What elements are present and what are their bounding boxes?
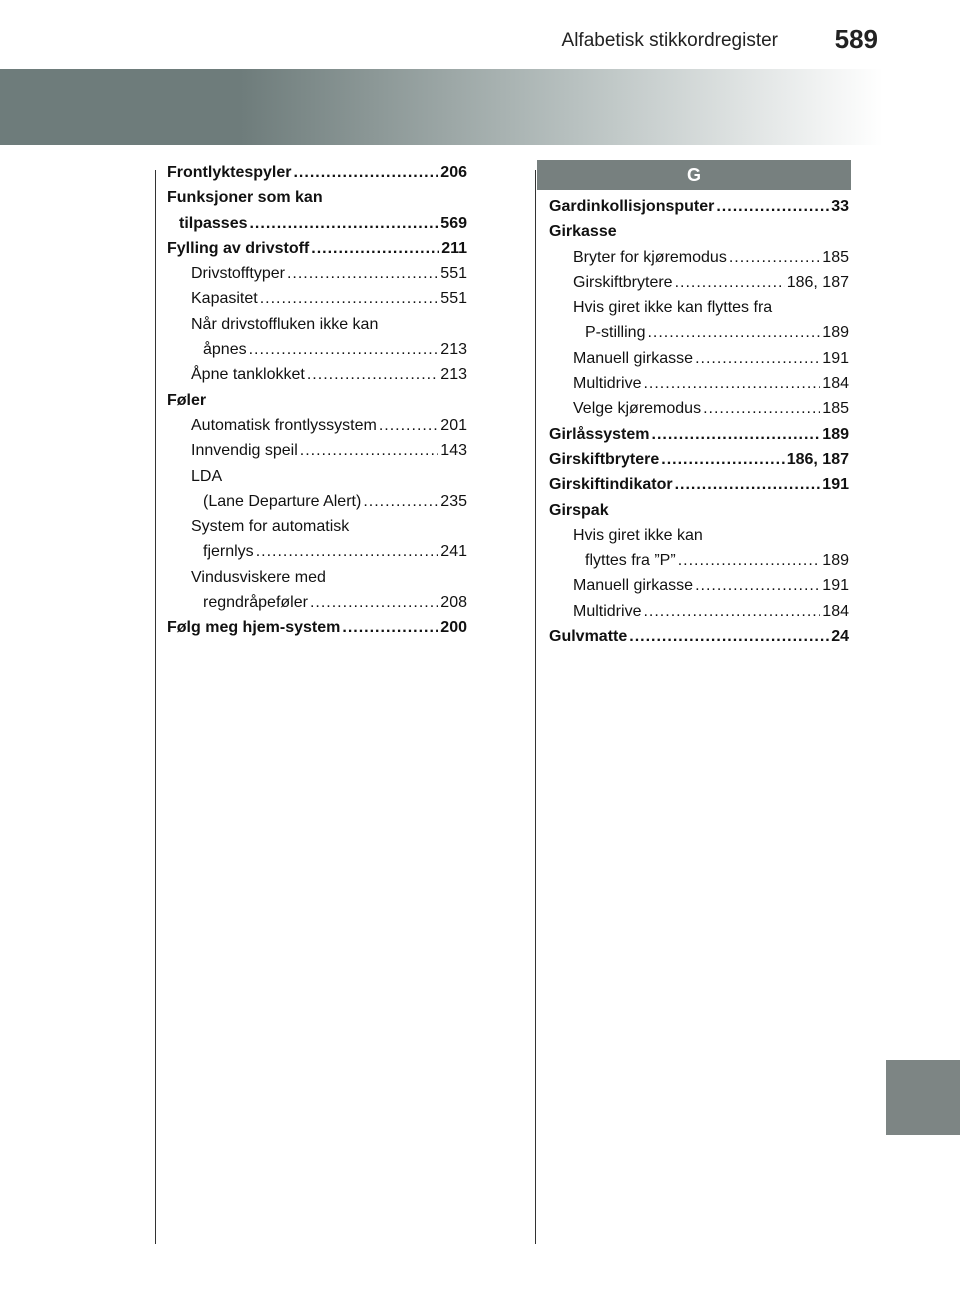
index-entry [167,388,467,413]
leader-dots [256,539,439,564]
index-entry [167,236,467,261]
index-entry [549,472,849,497]
index-entry [167,438,467,463]
index-entry [167,312,467,337]
leader-dots [661,447,784,472]
index-entry [167,261,467,286]
leader-dots [629,624,829,649]
entry-page: 551 [440,265,467,283]
index-entry [167,590,467,615]
index-entry [549,245,849,270]
entry-text: Automatisk frontlyssystem [191,416,377,434]
entry-text: Når drivstoffluken ikke kan [191,315,379,333]
index-entry [167,362,467,387]
entry-page: 569 [440,214,467,232]
leader-dots [300,438,439,463]
entry-page: 206 [440,164,467,181]
index-entry [549,624,849,649]
index-entry [549,219,849,244]
entry-text: Gulvmatte [549,628,628,646]
leader-dots [703,396,820,421]
leader-dots [695,573,820,598]
index-entry [167,565,467,590]
leader-dots [647,320,820,345]
leader-dots [287,261,438,286]
entry-text: Gardinkollisjonsputer [549,198,715,215]
index-entry [167,185,467,210]
entry-text: Kapasitet [191,290,258,308]
leader-dots [678,548,821,573]
entry-page: 33 [831,198,849,215]
entry-text: Girskiftbrytere [573,273,673,291]
index-entry [167,160,467,185]
entry-page: 184 [822,602,849,620]
entry-text: Hvis giret ikke kan flyttes fra [573,299,773,317]
entry-text: Åpne tanklokket [191,366,305,384]
index-entry [549,548,849,573]
index-entry [167,615,467,640]
entry-text: flyttes fra ”P” [585,552,676,570]
leader-dots [675,472,821,497]
leader-dots [311,236,439,261]
leader-dots [363,489,438,514]
index-entry [549,295,849,320]
index-entry [167,539,467,564]
entry-page: 185 [822,248,849,266]
leader-dots [249,211,438,236]
index-entry [549,447,849,472]
entry-text: regndråpeføler [203,594,308,612]
leader-dots [310,590,438,615]
page-number: 589 [834,24,878,54]
index-entry [167,286,467,311]
entry-text: System for automatisk [191,518,350,536]
entry-text: Manuell girkasse [573,349,694,367]
entry-text: P-stilling [585,324,646,342]
entry-page: 184 [822,375,849,393]
index-entry [549,422,849,447]
page-header [0,0,960,66]
entry-page: 208 [440,594,467,612]
entry-text: Hvis giret ikke kan [573,526,703,544]
index-entry [549,498,849,523]
column-divider-left [155,170,156,1244]
leader-dots [652,422,821,447]
index-column-left [167,160,467,641]
leader-dots [379,413,438,438]
entry-text: Frontlyktespyler [167,164,292,181]
entry-text: åpnes [203,341,247,359]
leader-dots [293,160,438,185]
index-entry [549,371,849,396]
entry-text: Girskiftbrytere [549,450,660,468]
entry-page: 186, 187 [786,450,849,468]
index-entry [167,211,467,236]
entry-page: 201 [440,416,467,434]
header-banner [0,69,960,145]
index-entry [549,194,849,219]
entry-page: 191 [822,476,849,494]
leader-dots [643,599,820,624]
index-entry [167,413,467,438]
entry-text: Føler [167,391,207,409]
entry-text: Vindusviskere med [191,568,326,586]
entry-text: Følg meg hjem-system [167,619,341,637]
entry-page: 191 [822,349,849,367]
entry-page: 235 [440,492,467,510]
section-title: Alfabetisk stikkordregister [561,30,778,51]
letter-header: G [537,160,851,190]
entry-text: (Lane Departure Alert) [203,492,362,510]
entry-page: 213 [440,366,467,384]
leader-dots [260,286,439,311]
entry-text: tilpasses [179,214,248,232]
index-side-tab [886,1060,960,1135]
index-entry [549,599,849,624]
index-entry [167,489,467,514]
entry-text: Drivstofftyper [191,265,285,283]
entry-text: Funksjoner som kan [167,189,323,207]
index-entry [549,270,849,295]
leader-dots [695,346,820,371]
entry-text: Fylling av drivstoff [167,239,310,257]
leader-dots [643,371,820,396]
entry-page: 24 [831,628,849,646]
entry-page: 211 [441,239,467,257]
index-entry [549,396,849,421]
entry-text: Girkasse [549,223,617,241]
entry-text: Girlåssystem [549,425,650,443]
entry-text: LDA [191,467,223,485]
entry-page: 551 [440,290,467,308]
entry-text: Velge kjøremodus [573,400,702,418]
entry-text: Girskiftindikator [549,476,673,494]
entry-page: 241 [440,543,467,561]
leader-dots [675,270,785,295]
entry-page: 189 [822,324,849,342]
entry-page: 189 [822,425,849,443]
index-entry [167,464,467,489]
leader-dots [716,194,829,219]
leader-dots [307,362,438,387]
entry-text: Multidrive [573,602,642,620]
index-entry [549,320,849,345]
entry-page: 189 [822,552,849,570]
column-divider-middle [535,170,536,1244]
index-entry [167,514,467,539]
entry-text: Innvendig speil [191,442,298,460]
leader-dots [249,337,439,362]
leader-dots [342,615,438,640]
index-entry [549,346,849,371]
leader-dots [729,245,820,270]
entry-text: Manuell girkasse [573,577,694,595]
entry-page: 200 [440,619,467,637]
entry-text: Bryter for kjøremodus [573,248,727,266]
entry-text: Girspak [549,501,609,519]
entry-text: fjernlys [203,543,254,561]
index-entry [549,573,849,598]
index-entry [167,337,467,362]
entry-page: 186, 187 [786,273,849,291]
index-column-right [549,160,849,649]
entry-page: 191 [822,577,849,595]
entry-text: Multidrive [573,375,642,393]
entry-page: 143 [440,442,467,460]
index-entry [549,523,849,548]
entry-page: 213 [440,341,467,359]
entry-page: 185 [822,400,849,418]
